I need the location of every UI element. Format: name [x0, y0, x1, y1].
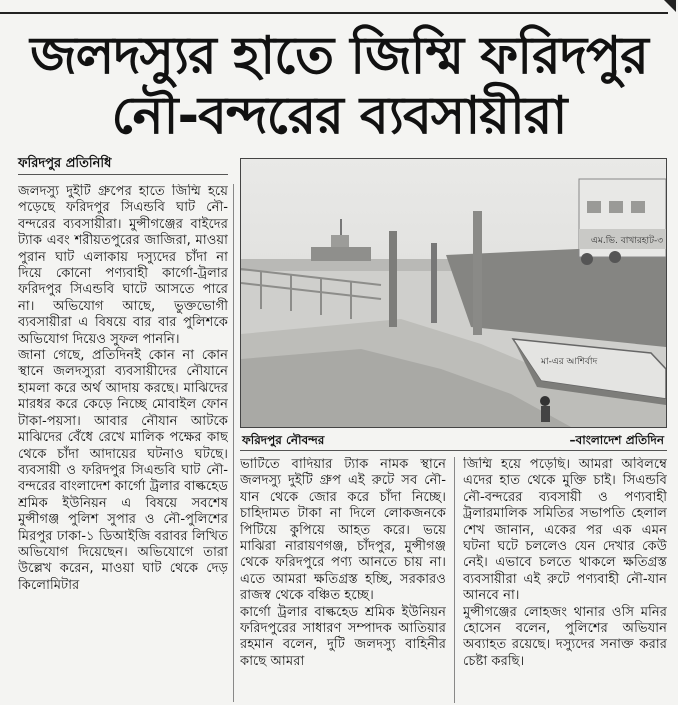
- top-rule: [0, 12, 668, 14]
- byline-rule: [18, 174, 228, 175]
- paragraph: জিম্মি হয়ে পড়েছি। আমরা অবিলম্বে এদের হাত থেকে মুক্তি চাই। সিএন্ডবি নৌ-বন্দরের ব্যবসায়ী ও পণ্যবাহী ট্রলারমালিক সমিতির সভাপতি হেলাল শেখ জানান, একের পর এক এমন ঘটনা ঘটে চললেও যেন দেখার কেউ নেই। এভাবে চলতে থাকলে ক্ষতিগ্রস্ত ব্যবসায়ীরা এই রুটে পণ্যবাহী নৌ-যান আনবে না।: [463, 457, 667, 604]
- article-column-3: [463, 457, 667, 703]
- news-photo: [240, 158, 667, 428]
- paragraph: ভাটিতে বাদিয়ার ট্যাক নামক স্থানে জলদস্যু দুইটি গ্রুপ এই রুটে সব নৌ-যান থেকে জোর করে চাঁদা নিচ্ছে। চাহিদামত টাকা না দিলে লোকজনকে পিটিয়ে কুপিয়ে আহত করে। ভয়ে মাঝিরা নারায়ণগঞ্জ, চাঁদপুর, মুন্সীগঞ্জ থেকে ফরিদপুরে পণ্য আনতে চায় না। এতে আমরা ক্ষতিগ্রস্ত হচ্ছি, সরকারও রাজস্ব থেকে বঞ্চিত হচ্ছে।: [240, 457, 446, 604]
- paragraph: জানা গেছে, প্রতিদিনই কোন না কোন স্থানে জলদস্যুরা ব্যবসায়ীদের নৌযানে হামলা করে অর্থ আদায় করছে। মাঝিদের মারধর করে কেড়ে নিচ্ছে মোবাইল ফোন টাকা-পয়সা। আবার নৌযান আটকে মাঝিদের বেঁধে রেখে মালিক পক্ষের কাছ থেকে চাঁদা আদায়ের ঘটনাও ঘটছে। ব্যবসায়ী ও ফরিদপুর সিএন্ডবি ঘাট নৌ-বন্দরের বাংলাদেশ কার্গো ট্রলার বাল্কহেড শ্রমিক ইউনিয়ন এ বিষয়ে সবশেষ মুন্সীগঞ্জ পুলিশ সুপার ও নৌ-পুলিশের মিরপুর ঢাকা-১ ডিআইজি বরাবর লিখিত অভিযোগ দিয়েছেন। অভিযোগে তারা উল্লেখ করেন, মাওয়া ঘাট থেকে দেড় কিলোমিটার: [18, 348, 228, 593]
- paragraph: জলদস্যু দুইটি গ্রুপের হাতে জিম্মি হয়ে পড়েছে ফরিদপুর সিএন্ডবি ঘাট নৌ-বন্দরের ব্যবসায়ীরা। মুন্সীগঞ্জের বাইদের ট্যাক এবং শরীয়তপুরের জাজিরা, মাওয়া পুরান ঘাট এলাকায় দস্যুদের চাঁদা না দিয়ে কোনো পণ্যবাহী কার্গো-ট্রলার ফরিদপুর সিএন্ডবি ঘাটে আসতে পারে না। অভিযোগ আছে, ভুক্তভোগী ব্যবসায়ীরা এ বিষয়ে বার বার পুলিশকে অভিযোগ দিয়েও সুফল পাননি।: [18, 184, 228, 347]
- ship-label: এম.ভি. বাখারহাট-৩: [591, 236, 664, 246]
- photo-caption: ফরিদপুর নৌবন্দর: [242, 433, 325, 447]
- article-column-1: [18, 184, 228, 702]
- column-divider: [233, 184, 234, 702]
- page-corner-mark: [664, 0, 676, 12]
- column-divider: [454, 457, 455, 703]
- headline-line-1: জলদস্যুর হাতে জিম্মি ফরিদপুর: [30, 26, 648, 86]
- headline: [0, 26, 678, 146]
- headline-line-2: নৌ-বন্দরের ব্যবসায়ীরা: [111, 86, 567, 146]
- caption-rule: [240, 450, 667, 451]
- byline: ফরিদপুর প্রতিনিধি: [18, 156, 112, 171]
- photo-credit: –বাংলাদেশ প্রতিদিন: [569, 433, 664, 447]
- paragraph: মুন্সীগঞ্জের লোহজং থানার ওসি মনির হোসেন বলেন, পুলিশের অভিযান অব্যাহত রয়েছে। দস্যুদের সনাক্ত করার চেষ্টা করছি।: [463, 604, 667, 669]
- paragraph: কার্গো ট্রলার বাল্কহেড শ্রমিক ইউনিয়ন ফরিদপুরের সাধারণ সম্পাদক আতিয়ার রহমান বলেন, দুটি জলদস্যু বাহিনীর কাছে আমরা: [240, 604, 446, 669]
- boat-label: মা-এর আশির্বাদ: [541, 357, 598, 367]
- river-port-illustration: [241, 159, 666, 427]
- article-column-2: [240, 457, 446, 703]
